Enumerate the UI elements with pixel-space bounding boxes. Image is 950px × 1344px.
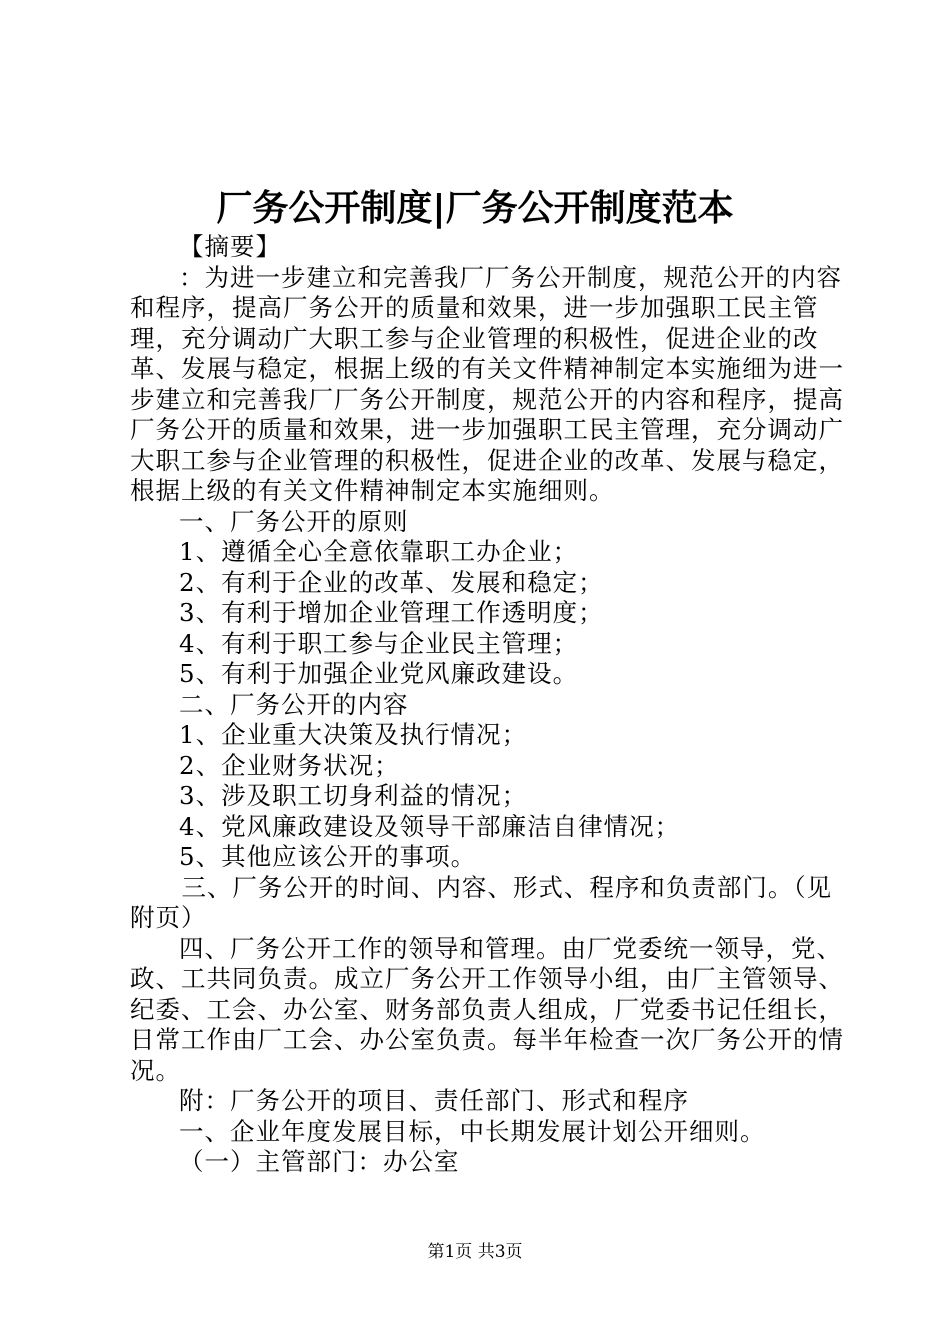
section-heading-content: 二、厂务公开的内容	[179, 689, 409, 719]
list-item: 4、有利于职工参与企业民主管理；	[179, 628, 579, 658]
list-item: 4、党风廉政建设及领导干部廉洁自律情况；	[179, 811, 681, 841]
page-number-footer: 第1页 共3页	[427, 1242, 523, 1262]
list-item: 2、企业财务状况；	[179, 750, 400, 780]
list-item: 5、其他应该公开的事项。	[179, 842, 477, 871]
list-item: 2、有利于企业的改革、发展和稳定；	[179, 567, 604, 597]
document-title: 厂务公开制度|厂务公开制度范本	[216, 188, 734, 229]
list-item: 5、有利于加强企业党风廉政建设。	[179, 659, 579, 688]
section-paragraph-management: 四、厂务公开工作的领导和管理。由厂党委统一领导，党、政、工共同负责。成立厂务公开工作领导小组，由厂主管领导、纪委、工会、办公室、财务部负责人组成，厂党委书记任组长，日常工作由厂工会、办公室负责。每半年检查一次厂务公开的情况。	[130, 933, 844, 1085]
list-item: 1、遵循全心全意依靠职工办企业；	[179, 537, 579, 566]
list-item: 3、涉及职工切身利益的情况；	[179, 781, 528, 810]
appendix-heading: 附：厂务公开的项目、责任部门、形式和程序	[179, 1086, 689, 1115]
list-item: 3、有利于增加企业管理工作透明度；	[179, 598, 604, 627]
list-item: 1、企业重大决策及执行情况；	[179, 720, 528, 749]
abstract-paragraph: ：为进一步建立和完善我厂厂务公开制度，规范公开的内容和程序，提高厂务公开的质量和效果，进一步加强职工民主管理，充分调动广大职工参与企业管理的积极性，促进企业的改革、发展与稳定，根据上级的有关文件精神制定本实施细为进一步建立和完善我厂厂务公开制度，规范公开的内容和程序，提高厂务公开的质量和效果，进一步加强职工民主管理，充分调动广大职工参与企业管理的积极性，促进企业的改革、发展与稳定，根据上级的有关文件精神制定本实施细则。	[130, 262, 844, 505]
abstract-heading: 【摘要】	[179, 232, 281, 261]
section-heading-principles: 一、厂务公开的原则	[179, 506, 409, 536]
document-body	[130, 232, 845, 1178]
section-paragraph-schedule: 三、厂务公开的时间、内容、形式、程序和负责部门。（见附页）	[130, 872, 833, 932]
appendix-subitem: （一）主管部门：办公室	[179, 1147, 460, 1176]
appendix-item: 一、企业年度发展目标，中长期发展计划公开细则。	[179, 1116, 766, 1146]
